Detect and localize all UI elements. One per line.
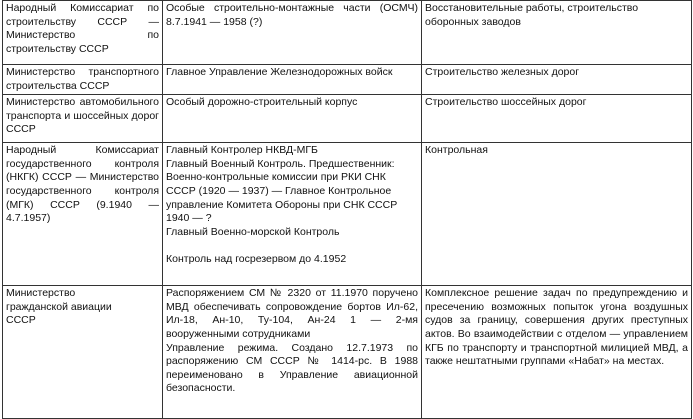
agencies-table — [2, 0, 692, 419]
table-row — [3, 143, 692, 286]
task-cell: Восстановительные работы, строительство оборонных заводов — [422, 1, 692, 65]
ministry-cell: Народный Комиссариат по строительству СССР — Министерство по строительству СССР — [3, 1, 163, 65]
ministry-cell: Министерство автомобильного транспорта и шоссейных дорог СССР — [3, 95, 163, 143]
ministry-cell: Народный Комиссариат государственного контроля (НКГК) СССР — Министерство государственного контроля (МГК) СССР (9.1940 — 4.7.1957) — [3, 143, 163, 286]
table-row — [3, 286, 692, 419]
unit-cell: Главное Управление Железнодорожных войск — [163, 65, 422, 95]
unit-cell: Особые строительно-монтажные части (ОСМЧ) 8.7.1941 — 1958 (?) — [163, 1, 422, 65]
unit-cell: Главный Контролер НКВД-МГБ Главный Военный Контроль. Предшественник: Военно-контрольные комиссии при РКИ СНК СССР (1920 — 1937) — Главное Контрольное управление Комитета Обороны при СНК СССР 1940 — ? Главный Военно-морской Контроль Контроль над госрезервом до 4.1952 — [163, 143, 422, 286]
ministry-cell: Министерство гражданской авиации СССР — [3, 286, 163, 419]
ministry-cell: Министерство транспортного строительства СССР — [3, 65, 163, 95]
task-cell: Комплексное решение задач по предупреждению и пресечению возможных попыток угона воздушных судов за границу, совершения других преступных актов. Во взаимодействии с отделом — управлением КГБ по транспорту и транспортной милицией МВД, а также нештатными группами «Набат» на местах. — [422, 286, 692, 419]
table-row — [3, 1, 692, 65]
task-cell: Контрольная — [422, 143, 692, 286]
unit-cell: Распоряжением СМ № 2320 от 11.1970 поручено МВД обеспечивать сопровождение бортов Ил-62, Ил-18, Ан-10, Ту-104, Ан-24 1 — 2-мя вооруженными сотрудниками Управление режима. Создано 12.7.1973 по распоряжению СМ СССР № 1414-рс. В 1988 переименовано в Управление авиационной безопасности. — [163, 286, 422, 419]
table-row — [3, 65, 692, 95]
task-cell: Строительство железных дорог — [422, 65, 692, 95]
table-row — [3, 95, 692, 143]
unit-cell: Особый дорожно-строительный корпус — [163, 95, 422, 143]
task-cell: Строительство шоссейных дорог — [422, 95, 692, 143]
